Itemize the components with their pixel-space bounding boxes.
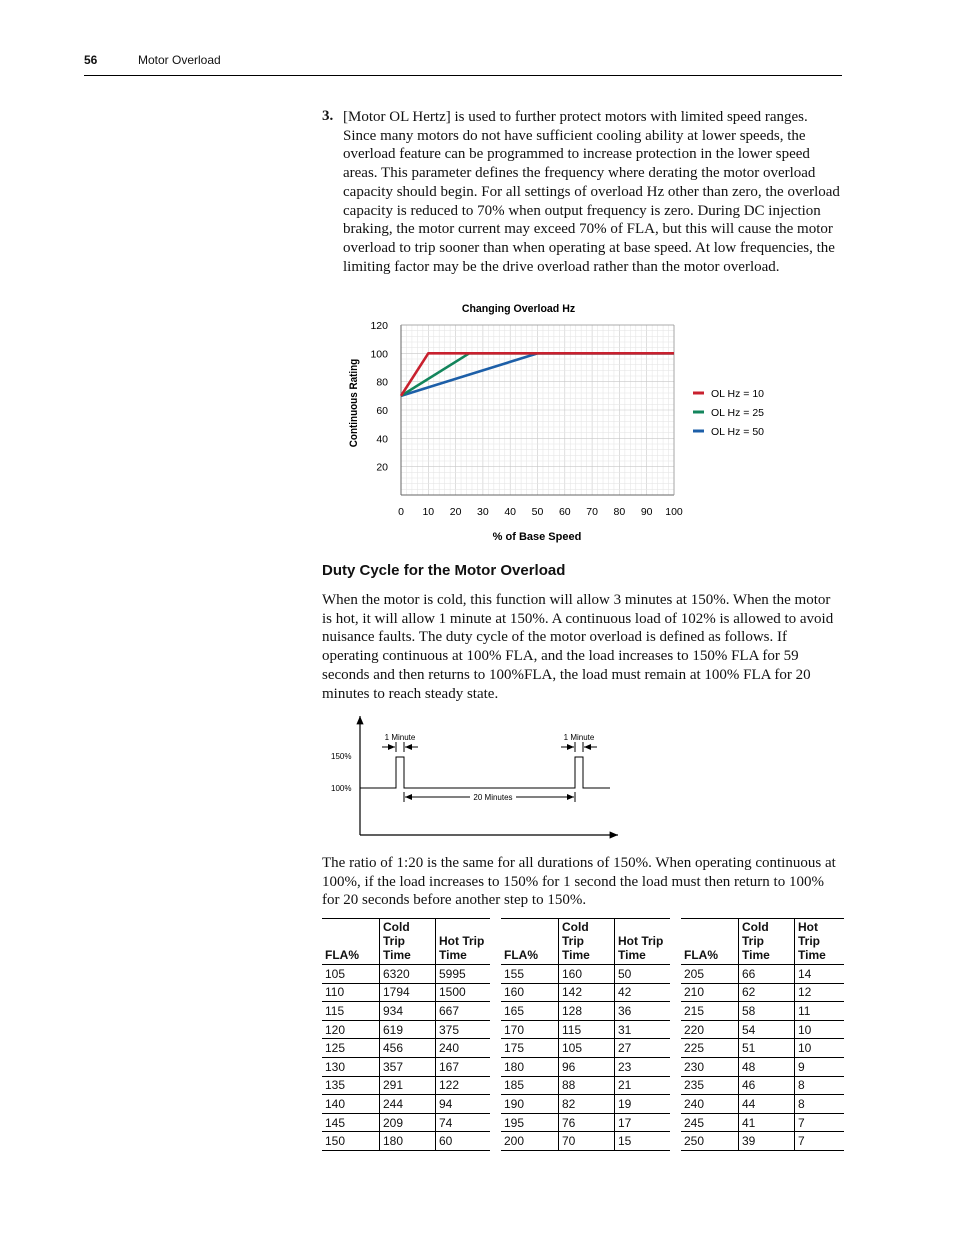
table-cell: 220 xyxy=(681,1020,739,1039)
section-title: Motor Overload xyxy=(138,53,221,67)
table-cell: 66 xyxy=(739,965,795,984)
table-cell: 160 xyxy=(501,983,559,1002)
table-row xyxy=(681,1057,844,1076)
duty-cycle-heading: Duty Cycle for the Motor Overload xyxy=(322,562,566,579)
table-cell: 122 xyxy=(436,1076,491,1095)
y-tick-label: 120 xyxy=(370,320,388,332)
table-row xyxy=(501,1039,670,1058)
table-row xyxy=(322,1095,490,1114)
trip-time-table-1 xyxy=(322,918,490,1151)
table-cell: 357 xyxy=(380,1057,436,1076)
legend-label: OL Hz = 50 xyxy=(711,426,765,438)
header-rule xyxy=(84,75,842,76)
table-cell: 140 xyxy=(322,1095,380,1114)
table-cell: 5995 xyxy=(436,965,491,984)
table-cell: 7 xyxy=(795,1132,845,1151)
col-cold-trip: Cold Trip Time xyxy=(559,919,615,965)
table-cell: 240 xyxy=(681,1095,739,1114)
table-cell: 44 xyxy=(739,1095,795,1114)
table-cell: 619 xyxy=(380,1020,436,1039)
table-row xyxy=(501,1002,670,1021)
table-cell: 88 xyxy=(559,1076,615,1095)
table-cell: 105 xyxy=(322,965,380,984)
table-cell: 130 xyxy=(322,1057,380,1076)
table-cell: 167 xyxy=(436,1057,491,1076)
table-row xyxy=(501,1132,670,1151)
chart-grid xyxy=(401,325,674,495)
x-tick-label: 0 xyxy=(398,506,404,518)
table-cell: 50 xyxy=(615,965,671,984)
table-cell: 6320 xyxy=(380,965,436,984)
table-cell: 170 xyxy=(501,1020,559,1039)
table-cell: 17 xyxy=(615,1113,671,1132)
legend-label: OL Hz = 10 xyxy=(711,388,765,400)
table-cell: 31 xyxy=(615,1020,671,1039)
table-cell: 180 xyxy=(380,1132,436,1151)
duty-cycle-paragraph: When the motor is cold, this function will allow 3 minutes at 150%. When the motor is hot, it will allow 1 minute at 150%. A continuous load of 102% is allowed to avoid nuisance faults. The duty cycle of the motor overload is defined as follows. If operating continuous at 100% FLA, and the load increases to 150% FLA for 59 seconds and then returns to 100%FLA, the load must remain at 100% FLA for 20 minutes to reach steady state. xyxy=(322,592,834,702)
table-cell: 209 xyxy=(380,1113,436,1132)
table-cell: 70 xyxy=(559,1132,615,1151)
trip-time-table-3 xyxy=(681,918,844,1151)
table-cell: 934 xyxy=(380,1002,436,1021)
table-cell: 76 xyxy=(559,1113,615,1132)
table-cell: 145 xyxy=(322,1113,380,1132)
table-row xyxy=(681,965,844,984)
table-cell: 210 xyxy=(681,983,739,1002)
table-cell: 185 xyxy=(501,1076,559,1095)
y-tick-label: 60 xyxy=(376,405,388,417)
table-row xyxy=(681,1039,844,1058)
table-row xyxy=(322,1076,490,1095)
table-row xyxy=(681,1095,844,1114)
table-cell: 235 xyxy=(681,1076,739,1095)
table-row xyxy=(501,1076,670,1095)
x-tick-label: 30 xyxy=(477,506,489,518)
table-cell: 58 xyxy=(739,1002,795,1021)
ratio-paragraph: The ratio of 1:20 is the same for all durations of 150%. When operating continuous at 100%, if the load increases to 150% for 1 second the load must then return to 100% for 20 seconds before another step to 150%. xyxy=(322,855,836,909)
table-cell: 94 xyxy=(436,1095,491,1114)
table-cell: 195 xyxy=(501,1113,559,1132)
table-cell: 105 xyxy=(559,1039,615,1058)
x-tick-label: 10 xyxy=(422,506,435,518)
chart-legend xyxy=(693,388,764,438)
table-cell: 291 xyxy=(380,1076,436,1095)
chart-title: Changing Overload Hz xyxy=(461,302,576,316)
table-row xyxy=(322,1039,490,1058)
table-cell: 39 xyxy=(739,1132,795,1151)
table-row xyxy=(322,1132,490,1151)
table-cell: 456 xyxy=(380,1039,436,1058)
table-cell: 11 xyxy=(795,1002,845,1021)
y-tick-labels xyxy=(370,320,388,474)
list-number: 3. xyxy=(322,108,334,124)
table-row xyxy=(681,1076,844,1095)
table-cell: 46 xyxy=(739,1076,795,1095)
table-cell: 205 xyxy=(681,965,739,984)
table-cell: 74 xyxy=(436,1113,491,1132)
table-cell: 82 xyxy=(559,1095,615,1114)
table-cell: 215 xyxy=(681,1002,739,1021)
one-minute-label-2: 1 Minute xyxy=(563,733,595,742)
table-cell: 375 xyxy=(436,1020,491,1039)
table-cell: 48 xyxy=(739,1057,795,1076)
table-cell: 244 xyxy=(380,1095,436,1114)
table-cell: 110 xyxy=(322,983,380,1002)
table-row xyxy=(322,1002,490,1021)
table-cell: 165 xyxy=(501,1002,559,1021)
label-100: 100% xyxy=(331,784,352,793)
table-cell: 245 xyxy=(681,1113,739,1132)
table-cell: 10 xyxy=(795,1020,845,1039)
table-cell: 7 xyxy=(795,1113,845,1132)
x-tick-label: 100 xyxy=(665,506,683,518)
table-row xyxy=(322,1020,490,1039)
table-row xyxy=(501,965,670,984)
col-hot-trip: Hot Trip Time xyxy=(795,919,845,965)
table-cell: 115 xyxy=(559,1020,615,1039)
y-tick-label: 20 xyxy=(376,461,388,474)
table-cell: 12 xyxy=(795,983,845,1002)
table-cell: 10 xyxy=(795,1039,845,1058)
table-cell: 8 xyxy=(795,1076,845,1095)
table-row xyxy=(681,983,844,1002)
y-tick-label: 40 xyxy=(376,433,388,446)
table-row xyxy=(501,1057,670,1076)
y-tick-label: 80 xyxy=(376,376,388,389)
page-header xyxy=(0,53,954,73)
table-row xyxy=(501,1113,670,1132)
table-cell: 250 xyxy=(681,1132,739,1151)
table-row xyxy=(501,1020,670,1039)
table-cell: 135 xyxy=(322,1076,380,1095)
table-row xyxy=(681,1113,844,1132)
table-cell: 42 xyxy=(615,983,671,1002)
table-cell: 21 xyxy=(615,1076,671,1095)
table-cell: 9 xyxy=(795,1057,845,1076)
table-cell: 51 xyxy=(739,1039,795,1058)
duty-cycle-diagram xyxy=(320,710,630,845)
table-cell: 240 xyxy=(436,1039,491,1058)
table-row xyxy=(322,983,490,1002)
changing-overload-chart xyxy=(340,296,780,543)
table-row xyxy=(322,1113,490,1132)
table-cell: 60 xyxy=(436,1132,491,1151)
twenty-minutes-label: 20 Minutes xyxy=(473,793,513,802)
table-cell: 175 xyxy=(501,1039,559,1058)
table-row xyxy=(501,983,670,1002)
table-cell: 15 xyxy=(615,1132,671,1151)
table-cell: 19 xyxy=(615,1095,671,1114)
table-row xyxy=(681,1002,844,1021)
table-cell: 62 xyxy=(739,983,795,1002)
table-cell: 54 xyxy=(739,1020,795,1039)
col-fla: FLA% xyxy=(681,919,739,965)
table-cell: 1500 xyxy=(436,983,491,1002)
x-tick-label: 50 xyxy=(531,506,544,518)
table-cell: 667 xyxy=(436,1002,491,1021)
table-cell: 230 xyxy=(681,1057,739,1076)
col-fla: FLA% xyxy=(501,919,559,965)
table-cell: 225 xyxy=(681,1039,739,1058)
table-cell: 8 xyxy=(795,1095,845,1114)
table-cell: 190 xyxy=(501,1095,559,1114)
x-tick-label: 90 xyxy=(640,506,653,518)
table-cell: 1794 xyxy=(380,983,436,1002)
y-axis-label: Continuous Rating xyxy=(348,358,361,448)
x-tick-labels xyxy=(398,506,683,518)
table-cell: 150 xyxy=(322,1132,380,1151)
table-cell: 27 xyxy=(615,1039,671,1058)
one-minute-label-1: 1 Minute xyxy=(384,733,416,742)
x-tick-label: 60 xyxy=(558,506,571,518)
x-tick-label: 80 xyxy=(613,506,626,518)
table-cell: 200 xyxy=(501,1132,559,1151)
table-cell: 115 xyxy=(322,1002,380,1021)
table-cell: 125 xyxy=(322,1039,380,1058)
col-hot-trip: Hot Trip Time xyxy=(436,919,491,965)
col-fla: FLA% xyxy=(322,919,380,965)
x-tick-label: 40 xyxy=(504,506,517,518)
table-cell: 142 xyxy=(559,983,615,1002)
table-row xyxy=(322,965,490,984)
table-cell: 23 xyxy=(615,1057,671,1076)
label-150: 150% xyxy=(331,752,352,761)
table-cell: 120 xyxy=(322,1020,380,1039)
x-tick-label: 20 xyxy=(449,506,462,518)
trip-time-table-2 xyxy=(501,918,670,1151)
x-axis-label: % of Base Speed xyxy=(492,531,582,543)
page-number: 56 xyxy=(84,53,98,67)
y-tick-label: 100 xyxy=(370,348,388,361)
table-cell: 155 xyxy=(501,965,559,984)
col-cold-trip: Cold Trip Time xyxy=(739,919,795,965)
x-tick-label: 70 xyxy=(586,506,598,518)
table-row xyxy=(501,1095,670,1114)
legend-label: OL Hz = 25 xyxy=(711,407,765,419)
table-cell: 36 xyxy=(615,1002,671,1021)
col-hot-trip: Hot Trip Time xyxy=(615,919,671,965)
table-row xyxy=(322,1057,490,1076)
table-cell: 128 xyxy=(559,1002,615,1021)
table-row xyxy=(681,1132,844,1151)
table-cell: 160 xyxy=(559,965,615,984)
table-cell: 96 xyxy=(559,1057,615,1076)
ol-hertz-paragraph: [Motor OL Hertz] is used to further protect motors with limited speed ranges. Since many motors do not have sufficient cooling ability at lower speeds, the overload feature can be programmed to increase protection in the lower speed areas. This parameter defines the frequency where derating the motor overload capacity should begin. For all settings of overload Hz other than zero, the overload capacity is reduced to 70% when output frequency is zero. During DC injection braking, the motor current may exceed 70% of FLA, but this will cause the motor overload to trip sooner than when operating at base speed. At low frequencies, the limiting factor may be the drive overload rather than the motor overload. xyxy=(343,109,840,275)
table-cell: 14 xyxy=(795,965,845,984)
col-cold-trip: Cold Trip Time xyxy=(380,919,436,965)
table-cell: 41 xyxy=(739,1113,795,1132)
table-cell: 180 xyxy=(501,1057,559,1076)
table-row xyxy=(681,1020,844,1039)
